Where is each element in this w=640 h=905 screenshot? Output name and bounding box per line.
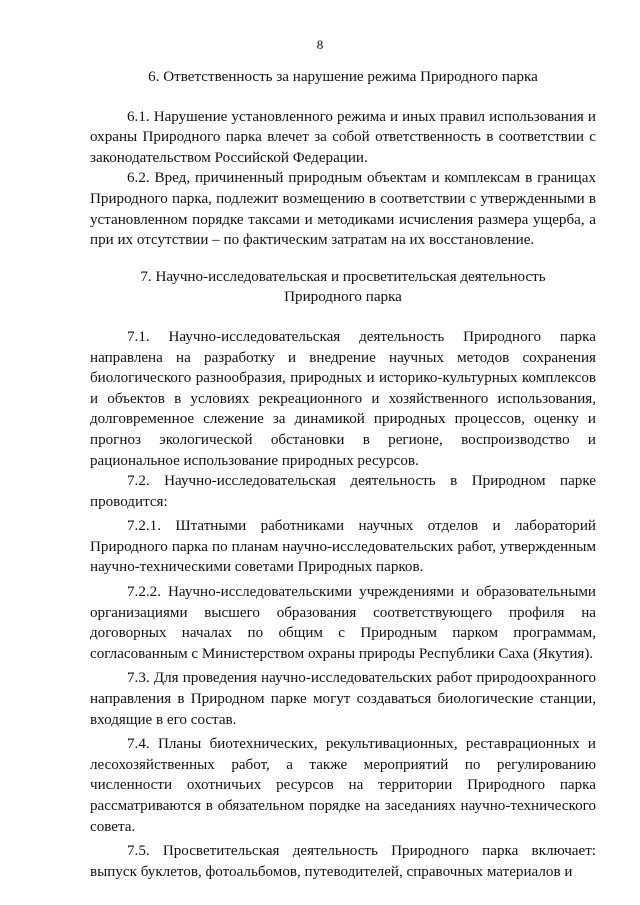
paragraph-7-4: 7.4. Планы биотехнических, рекультивационных, реставрационных и лесохозяйственных работ, а также мероприятий по регулированию численности охотничьих ресурсов на территории Природного парка рассматриваются в обязательном порядке на заседаниях научно-технического совета.	[90, 736, 596, 835]
paragraph-6-2: 6.2. Вред, причиненный природным объектам и комплексам в границах Природного парка, подлежит возмещению в соответствии с утвержденными в установленном порядке таксами и методиками исчисления размера ущерба, а при их отсутствии – по фактическим затратам на их восстановление.	[90, 170, 596, 249]
paragraph-6-1: 6.1. Нарушение установленного режима и иных правил использования и охраны Природного парка влечет за собой ответственность в соответствии с законодательством Российской Федерации.	[90, 108, 596, 166]
page-number: 8	[316, 37, 324, 52]
section-7-heading-line-1: 7. Научно-исследовательская и просветительская деятельность	[140, 268, 546, 285]
section-6-heading: 6. Ответственность за нарушение режима Природного парка	[148, 69, 538, 85]
paragraph-7-2-1: 7.2.1. Штатными работниками научных отделов и лабораторий Природного парка по планам научно-исследовательских работ, утвержденным научно-техническими советами Природных парков.	[90, 518, 596, 576]
document-body	[90, 67, 596, 882]
section-7-heading-line-2: Природного парка	[284, 289, 402, 306]
paragraph-7-5: 7.5. Просветительская деятельность Природного парка включает: выпуск буклетов, фотоальбомов, путеводителей, справочных материалов и	[90, 843, 596, 880]
paragraph-7-3: 7.3. Для проведения научно-исследовательских работ природоохранного направления в Природном парке могут создаваться биологические станции, входящие в его состав.	[90, 670, 596, 728]
paragraph-7-1: 7.1. Научно-исследовательская деятельность Природного парка направлена на разработку и внедрение научных методов сохранения биологического разнообразия, природных и историко-культурных комплексов и объектов в условиях рекреационного и хозяйственного использования, долговременное слежение за динамикой природных процессов, оценку и прогноз экологической обстановки в регионе, воспроизводство и рациональное использование природных ресурсов.	[90, 328, 596, 469]
paragraph-7-2-2: 7.2.2. Научно-исследовательскими учреждениями и образовательными организациями высшего образования соответствующего профиля на договорных началах по общим с Природным парком программам, согласованным с Министерством охраны природы Республики Саха (Якутия).	[90, 584, 596, 662]
paragraph-7-2: 7.2. Научно-исследовательская деятельность в Природном парке проводится:	[90, 473, 596, 510]
